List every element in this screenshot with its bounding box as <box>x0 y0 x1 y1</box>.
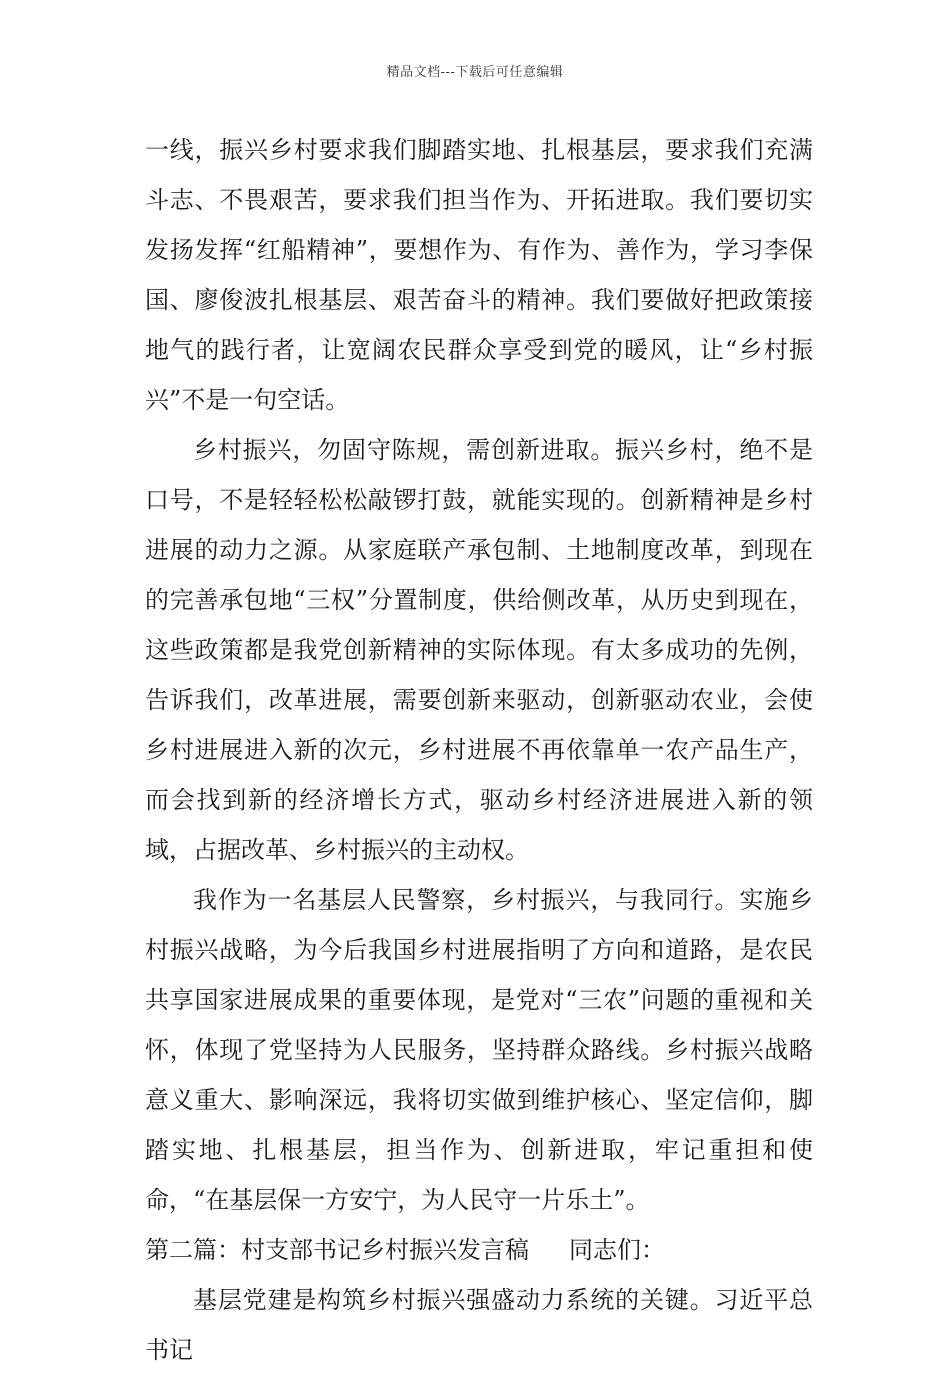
paragraph-2: 乡村振兴，勿固守陈规，需创新进取。振兴乡村，绝不是口号，不是轻轻松松敲锣打鼓，就能实现的。创新精神是乡村进展的动力之源。从家庭联产承包制、土地制度改革，到现在的完善承包地“三权”分置制度，供给侧改革，从历史到现在，这些政策都是我党创新精神的实际体现。有太多成功的先例，告诉我们，改革进展，需要创新来驱动，创新驱动农业，会使乡村进展进入新的次元，乡村进展不再依靠单一农产品生产，而会找到新的经济增长方式，驱动乡村经济进展进入新的领域，占据改革、乡村振兴的主动权。 <box>145 436 813 864</box>
section-heading <box>145 1225 813 1275</box>
paragraph-3: 我作为一名基层人民警察，乡村振兴，与我同行。实施乡村振兴战略，为今后我国乡村进展指明了方向和道路，是农民共享国家进展成果的重要体现，是党对“三农”问题的重视和关怀，体现了党坚持为人民服务，坚持群众路线。乡村振兴战略意义重大、影响深远，我将切实做到维护核心、坚定信仰，脚踏实地、扎根基层，担当作为、创新进取，牢记重担和使命，“在基层保一方安宁，为人民守一片乐土”。 <box>145 886 813 1214</box>
section-title: 第二篇：村支部书记乡村振兴发言稿 <box>145 1236 529 1264</box>
paragraph-1: 一线，振兴乡村要求我们脚踏实地、扎根基层，要求我们充满斗志、不畏艰苦，要求我们担当作为、开拓进取。我们要切实发扬发挥“红船精神”，要想作为、有作为、善作为，学习李保国、廖俊波扎根基层、艰苦奋斗的精神。我们要做好把政策接地气的践行者，让宽阔农民群众享受到党的暖风，让“乡村振兴”不是一句空话。 <box>145 136 813 414</box>
paragraph-4: 基层党建是构筑乡村振兴强盛动力系统的关键。习近平总书记 <box>145 1286 813 1364</box>
document-body <box>145 125 813 1375</box>
greeting: 同志们： <box>569 1236 665 1264</box>
page-header: 精品文档---下载后可任意编辑 <box>386 65 564 80</box>
